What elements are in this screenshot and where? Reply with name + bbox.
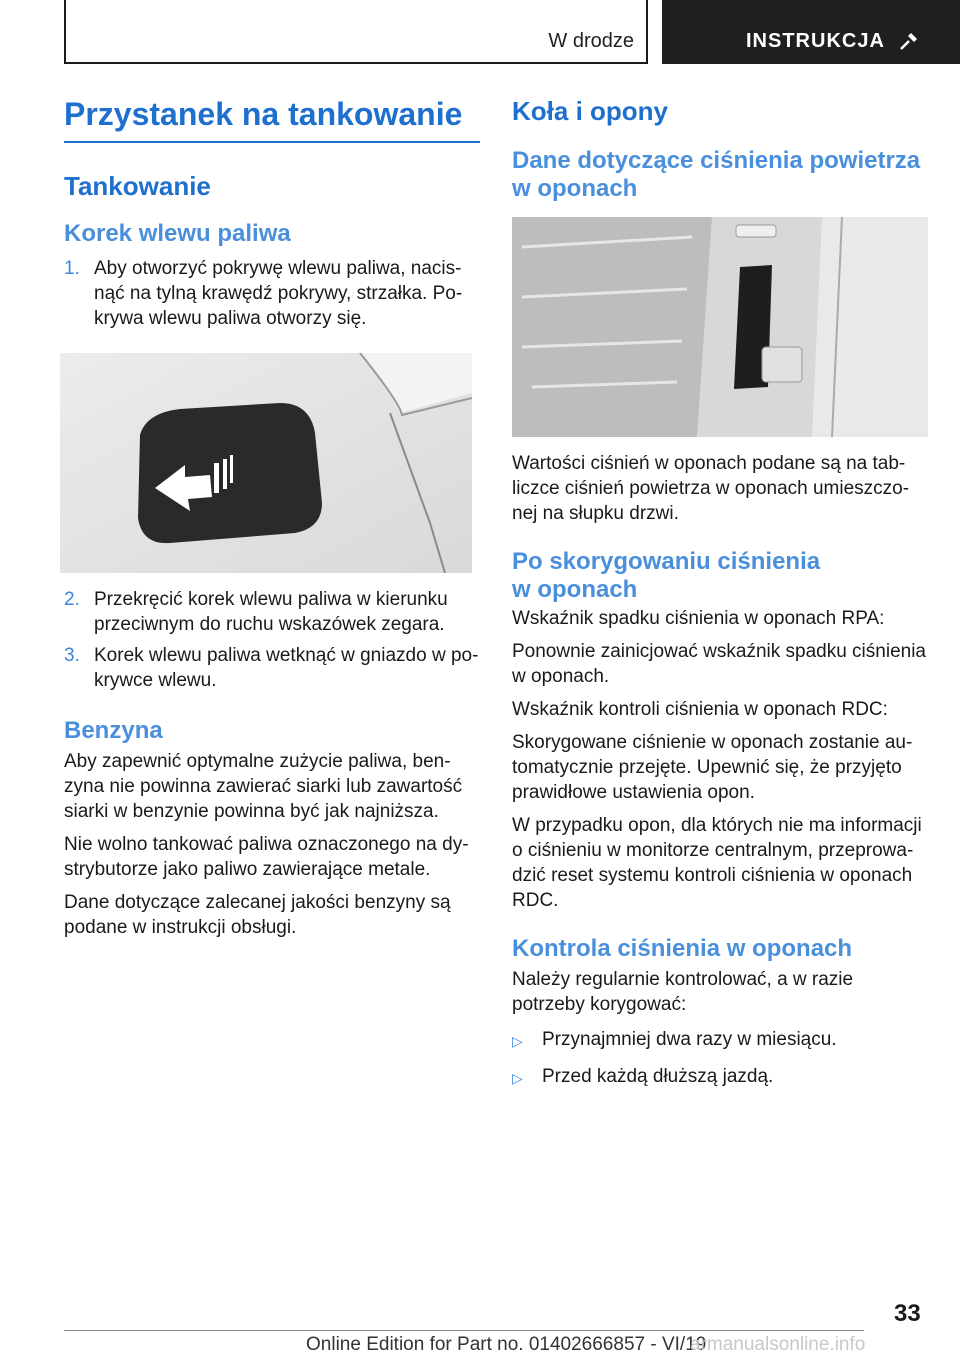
list-item-text: Przynajmniej dwa razy w miesiącu. [542, 1029, 837, 1050]
header-section-tab [64, 0, 648, 64]
footer-watermark: armanualsonline.info [690, 1334, 866, 1355]
step-text: Aby otworzyć pokrywę wlewu paliwa, nacis‐nąć na tylną krawędź pokrywy, strzałka. Po‐krywa wlewu paliwa otworzy się. [94, 258, 463, 329]
paragraph: Nie wolno tankować paliwa oznaczonego na dy‐strybutorze jako paliwo zawierające metale. [64, 834, 469, 880]
heading-kontrola: Kontrola ciśnienia w oponach [512, 935, 853, 962]
step-number: 3. [64, 645, 80, 666]
step-text: Korek wlewu paliwa wetknąć w gniazdo w po‐krywce wlewu. [94, 645, 479, 691]
paragraph: Wskaźnik kontroli ciśnienia w oponach RDC: [512, 699, 888, 720]
door-pillar-illustration [512, 217, 928, 437]
header-section-label: W drodze [548, 30, 634, 52]
step-item [64, 256, 480, 331]
paragraph: Ponownie zainicjować wskaźnik spadku ciśnienia w oponach. [512, 641, 926, 687]
fuel-flap-image [60, 353, 472, 573]
door-pillar-image [512, 217, 928, 437]
fuel-flap-illustration [60, 353, 472, 573]
footer-divider [64, 1330, 864, 1331]
paragraph: Aby zapewnić optymalne zużycie paliwa, ben‐zyna nie powinna zawierać siarki lub zawartość siarki w benzynie powinna być jak najniższa. [64, 751, 463, 822]
step-item [64, 587, 480, 637]
right-column [512, 96, 928, 1091]
triangle-bullet-icon: ▷ [512, 1033, 523, 1049]
heading-dane-cisnienia: Dane dotyczące ciśnienia powietrza w oponach [512, 147, 921, 202]
list-item [512, 1027, 928, 1054]
heading-benzyna: Benzyna [64, 717, 163, 744]
list-item [512, 1064, 928, 1091]
page-number: 33 [894, 1300, 921, 1327]
paragraph: Dane dotyczące zalecanej jakości benzyny są podane w instrukcji obsługi. [64, 892, 451, 938]
heading-korek: Korek wlewu paliwa [64, 220, 291, 247]
heading-kola-i-opony: Koła i opony [512, 96, 668, 126]
paragraph: W przypadku opon, dla których nie ma informacji o ciśnieniu w monitorze centralnym, przeprowa‐dzić reset systemu kontroli ciśnienia w oponach RDC. [512, 815, 922, 911]
heading-po-skorygowaniu: Po skorygowaniu ciśnienia w oponach [512, 548, 821, 603]
wrench-icon [898, 30, 920, 52]
footer-edition: Online Edition for Part no. 01402666857 - VI/19 [306, 1334, 707, 1355]
left-column [64, 96, 480, 940]
step-number: 1. [64, 258, 80, 279]
paragraph: Należy regularnie kontrolować, a w razie potrzeby korygować: [512, 969, 854, 1015]
page-title: Przystanek na tankowanie [64, 96, 480, 143]
list-item-text: Przed każdą dłuższą jazdą. [542, 1066, 774, 1087]
image-caption: Wartości ciśnień w oponach podane są na tab‐liczce ciśnień powietrza w oponach umieszczo‐nej na słupku drzwi. [512, 453, 910, 524]
paragraph: Skorygowane ciśnienie w oponach zostanie au‐tomatycznie przejęte. Upewnić się, że przyjęto prawidłowe ustawienia opon. [512, 732, 913, 803]
step-number: 2. [64, 589, 80, 610]
step-item [64, 643, 480, 693]
step-text: Przekręcić korek wlewu paliwa w kierunku przeciwnym do ruchu wskazówek zegara. [94, 589, 448, 635]
header-badge-label: INSTRUKCJA [746, 30, 885, 52]
heading-tankowanie: Tankowanie [64, 171, 211, 201]
triangle-bullet-icon: ▷ [512, 1070, 523, 1086]
paragraph: Wskaźnik spadku ciśnienia w oponach RPA: [512, 608, 885, 629]
